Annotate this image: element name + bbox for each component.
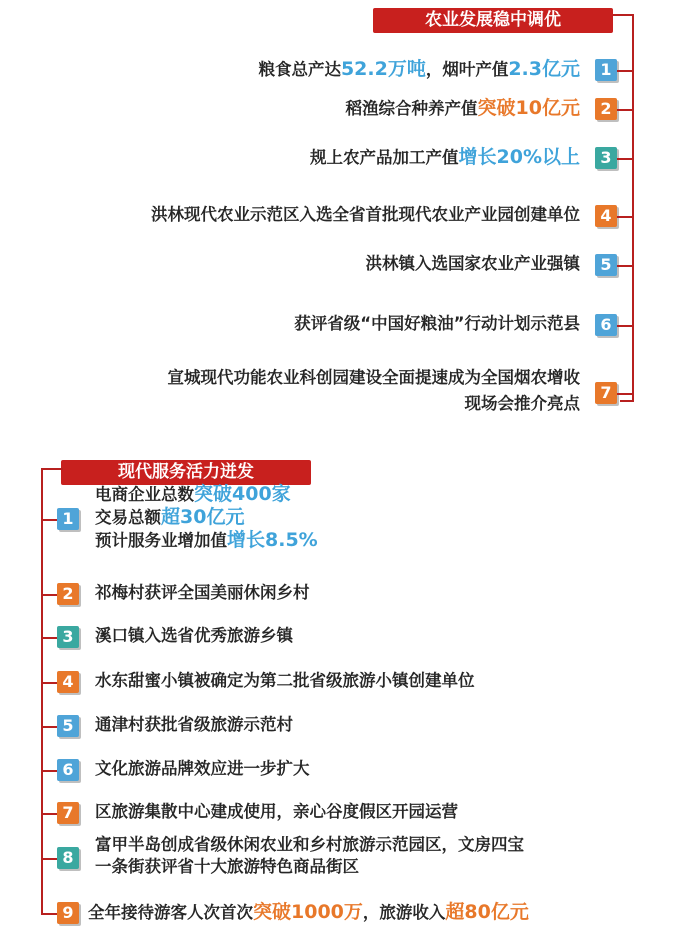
- item-text-part: 水东甜蜜小镇被确定为第二批省级旅游小镇创建单位: [95, 671, 475, 690]
- service-item-text: [95, 714, 293, 736]
- badge-number: 5: [57, 715, 79, 737]
- item-line: [95, 834, 524, 856]
- highlight-text: 突破10亿元: [477, 97, 580, 119]
- item-line: [95, 714, 293, 736]
- item-line: [95, 529, 318, 552]
- connector-line: [41, 770, 57, 772]
- item-text-part: 洪林镇入选国家农业产业强镇: [365, 254, 580, 273]
- badge-number: 5: [595, 254, 617, 276]
- item-line: [95, 483, 318, 506]
- item-text-part: 规上农产品加工产值: [310, 148, 459, 167]
- highlight-text: 增长20%以上: [458, 146, 580, 168]
- item-line: [95, 856, 524, 878]
- connector-line: [617, 158, 633, 160]
- item-text-part: 一条街获评省十大旅游特色商品街区: [95, 857, 359, 876]
- connector-line: [41, 913, 57, 915]
- highlight-text: 超80亿元: [445, 901, 529, 923]
- badge-number: 7: [595, 382, 617, 404]
- connector-line: [617, 109, 633, 111]
- connector-line: [617, 325, 633, 327]
- connector-line: [617, 393, 633, 395]
- badge-number: 4: [595, 205, 617, 227]
- service-item-text: [88, 901, 529, 924]
- badge-number: 1: [595, 59, 617, 81]
- highlight-text: 52.2万吨: [340, 58, 426, 80]
- section-title-agri: 农业发展稳中调优: [373, 8, 613, 33]
- highlight-text: 2.3亿元: [508, 58, 580, 80]
- connector-line: [41, 519, 57, 521]
- service-item-text: [95, 625, 293, 647]
- agri-timeline: [632, 14, 634, 402]
- agri-item-text: [346, 97, 580, 120]
- item-text-part: 区旅游集散中心建成使用，亲心谷度假区开园运营: [95, 802, 458, 821]
- agri-item-text: [294, 313, 580, 335]
- agri-item-text: [366, 253, 581, 275]
- connector-line: [617, 70, 633, 72]
- item-text-part: 溪口镇入选省优秀旅游乡镇: [95, 626, 293, 645]
- item-line: [95, 582, 310, 604]
- item-text-part: 洪林现代农业示范区入选全省首批现代农业产业园创建单位: [151, 205, 580, 224]
- badge-number: 8: [57, 847, 79, 869]
- item-text-part: 粮食总产达: [258, 60, 341, 79]
- agri-item-text: [258, 58, 580, 81]
- service-item-text: [95, 834, 524, 878]
- item-text-line2: 现场会推介亮点: [464, 394, 580, 413]
- connector-line: [41, 682, 57, 684]
- service-item-text: [95, 483, 318, 552]
- agri-item-text: [310, 146, 580, 169]
- highlight-text: 超30亿元: [161, 506, 245, 528]
- item-text-part: 交易总额: [95, 508, 161, 527]
- item-line: [95, 670, 475, 692]
- item-text-part: 祁梅村获评全国美丽休闲乡村: [95, 583, 310, 602]
- badge-number: 6: [595, 314, 617, 336]
- item-text-part: ，旅游收入: [362, 903, 446, 922]
- connector-line: [41, 813, 57, 815]
- section-title-service: 现代服务活力迸发: [61, 460, 311, 485]
- item-text-part: 电商企业总数: [95, 485, 194, 504]
- item-line: [95, 758, 310, 780]
- service-item-text: [95, 801, 458, 823]
- agri-item-text: [168, 367, 581, 415]
- badge-number: 4: [57, 671, 79, 693]
- item-text-part: 宣城现代功能农业科创园建设全面提速成为全国烟农增收: [167, 368, 580, 387]
- badge-number: 7: [57, 802, 79, 824]
- badge-number: 3: [595, 147, 617, 169]
- service-timeline: [41, 468, 43, 914]
- service-item-text: [95, 582, 310, 604]
- badge-number: 1: [57, 508, 79, 530]
- item-text-part: 预计服务业增加值: [95, 531, 227, 550]
- item-line: [88, 901, 529, 924]
- highlight-text: 增长8.5%: [227, 529, 318, 551]
- badge-number: 9: [57, 902, 79, 924]
- item-text-part: 通津村获批省级旅游示范村: [95, 715, 293, 734]
- highlight-text: 突破400家: [194, 483, 291, 505]
- connector-line: [41, 726, 57, 728]
- connector-line: [41, 637, 57, 639]
- item-text-part: 文化旅游品牌效应进一步扩大: [95, 759, 310, 778]
- badge-number: 3: [57, 626, 79, 648]
- badge-number: 2: [57, 583, 79, 605]
- connector-line: [617, 216, 633, 218]
- item-text-part: 获评省级“中国好粮油”行动计划示范县: [294, 314, 580, 333]
- service-timeline-top: [41, 468, 63, 470]
- item-text-part: 富甲半岛创成省级休闲农业和乡村旅游示范园区，文房四宝: [95, 835, 524, 854]
- agri-timeline-bottom: [620, 400, 634, 402]
- item-text-part: 全年接待游客人次首次: [88, 903, 253, 922]
- agri-item-text: [151, 204, 580, 226]
- item-text-part: ，烟叶产值: [425, 60, 509, 79]
- highlight-text: 突破1000万: [253, 901, 363, 923]
- service-item-text: [95, 758, 310, 780]
- connector-line: [41, 594, 57, 596]
- connector-line: [41, 858, 57, 860]
- badge-number: 2: [595, 98, 617, 120]
- connector-line: [617, 265, 633, 267]
- agri-timeline-top: [613, 14, 634, 16]
- service-item-text: [95, 670, 475, 692]
- item-line: [95, 801, 458, 823]
- badge-number: 6: [57, 759, 79, 781]
- item-text-part: 稻渔综合种养产值: [345, 99, 478, 118]
- item-line: [95, 506, 318, 529]
- item-line: [95, 625, 293, 647]
